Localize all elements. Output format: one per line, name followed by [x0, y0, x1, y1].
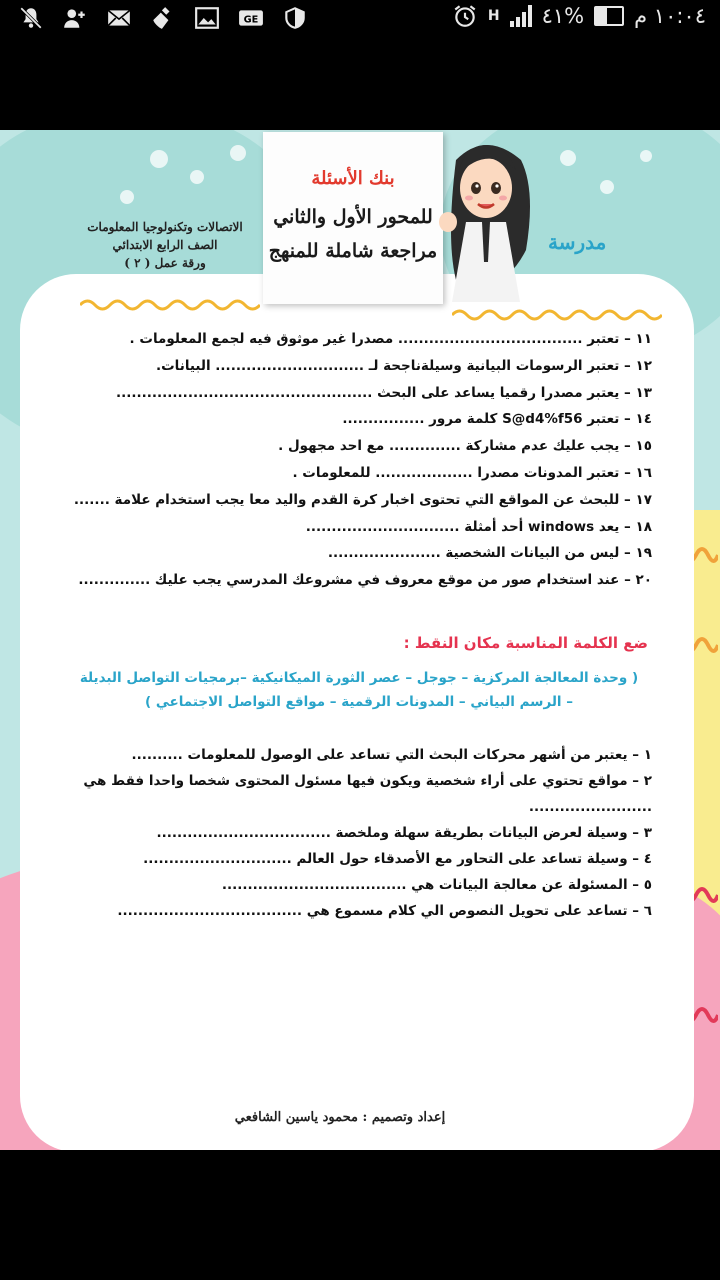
- section-title: ضع الكلمة المناسبة مكان النقط :: [403, 634, 648, 652]
- header-wave-left: [80, 298, 260, 312]
- system-indicators: [452, 2, 706, 30]
- question-line: ١٣ – يعتبر مصدرا رقميا يساعد على البحث ..................................................: [116, 384, 652, 401]
- title-card: [263, 132, 443, 304]
- status-bar: [0, 0, 720, 38]
- question-line: ١١ – تعتبر .................................... مصدرا غير موثوق فيه لجمع المعلومات .: [129, 331, 652, 347]
- question-line: ٤ – وسيلة تساعد على التحاور مع الأصدقاء حول العالم .............................: [143, 851, 652, 867]
- battery-percent: ٤١%: [541, 4, 585, 28]
- clock: ١٠:٠٤ م: [634, 4, 706, 28]
- question-line: ٥ – المسئولة عن معالجة البيانات هي ....................................: [221, 877, 652, 893]
- questions-part-2: [64, 742, 652, 924]
- worksheet-image[interactable]: [0, 130, 720, 1150]
- cleaner-icon: [150, 4, 176, 32]
- gallery-icon: [194, 4, 220, 32]
- question-line: ١٥ – يجب عليك عدم مشاركة .............. مع احد مجهول .: [278, 438, 652, 455]
- word-bank-line: ( وحدة المعالجة المركزية – جوجل – عصر الثورة الميكانيكية –برمجيات التواصل البديلة: [79, 670, 639, 686]
- network-type: H: [487, 8, 500, 24]
- school-label: مدرسة: [548, 230, 607, 254]
- signal-icon: [510, 5, 532, 27]
- credit-line: إعداد وتصميم : محمود ياسين الشافعي: [234, 1110, 446, 1125]
- question-line: ١ – يعتبر من أشهر محركات البحث التي تساعد على الوصول للمعلومات ..........: [131, 747, 652, 763]
- title-question-bank: بنك الأسئلة: [311, 168, 395, 189]
- question-line: ١٩ – ليس من البيانات الشخصية ......................: [327, 545, 652, 562]
- decor-dot: [640, 150, 652, 162]
- decor-dot: [600, 180, 614, 194]
- add-contact-icon: [62, 4, 88, 32]
- grade-line: الصف الرابع الابتدائي: [112, 238, 218, 252]
- title-review: مراجعة شاملة للمنهج: [268, 240, 438, 262]
- question-line: ١٢ – تعتبر الرسومات البيانية وسيلةناجحة لـ ............................. البيانات.: [155, 357, 652, 374]
- battery-level: [596, 8, 607, 24]
- word-bank: [68, 666, 650, 714]
- question-line: ٢ – مواقع تحتوي على أراء شخصية ويكون فيها مسئول المحتوى شخصا واحدا فقط هي ........................: [83, 773, 652, 815]
- question-line: ١٧ – للبحث عن المواقع التي تحتوى اخبار كرة القدم واليد معا يجب استخدام علامة .......: [73, 491, 652, 508]
- decor-dot: [120, 190, 134, 204]
- notification-icons: [18, 4, 308, 32]
- decor-dot: [560, 150, 576, 166]
- decor-dot: [230, 145, 246, 161]
- subject-line: الاتصالات وتكنولوجيا المعلومات: [87, 220, 243, 234]
- decor-dot: [150, 150, 168, 168]
- question-line: ١٤ – تعتبر S@d4%f56 كلمة مرور ................: [342, 411, 652, 428]
- questions-part-1: [60, 326, 652, 594]
- svg-text:GE: GE: [243, 14, 259, 26]
- question-line: ١٨ – يعد windows أحد أمثلة ..............................: [305, 518, 652, 535]
- decor-dot: [190, 170, 204, 184]
- word-bank-line: – الرسم البياني – المدونات الرقمية – مواقع التواصل الاجتماعي ): [144, 694, 574, 710]
- battery-icon: [594, 6, 624, 26]
- mail-icon: [106, 4, 132, 32]
- alarm-icon: [452, 2, 478, 30]
- title-units: للمحور الأول والثاني: [273, 206, 433, 228]
- header-wave-right: [452, 308, 662, 322]
- subject-block: [60, 218, 270, 272]
- shield-icon: [282, 4, 308, 32]
- worksheet-number: ورقة عمل ( ٢ ): [124, 256, 206, 270]
- question-line: ١٦ – تعتبر المدونات مصدرا ................... للمعلومات .: [292, 464, 652, 481]
- question-line: ٦ – تساعد على تحويل النصوص الي كلام مسموع هي ....................................: [117, 903, 652, 919]
- question-line: ٣ – وسيلة لعرض البيانات بطريقة سهلة وملخصة ..................................: [156, 825, 652, 841]
- girl-illustration-icon: [436, 130, 536, 305]
- question-line: ٢٠ – عند استخدام صور من موقع معروف في مشروعك المدرسي يجب عليك ..............: [78, 572, 652, 589]
- ge-icon: [238, 4, 264, 32]
- silent-mode-icon: [18, 4, 44, 32]
